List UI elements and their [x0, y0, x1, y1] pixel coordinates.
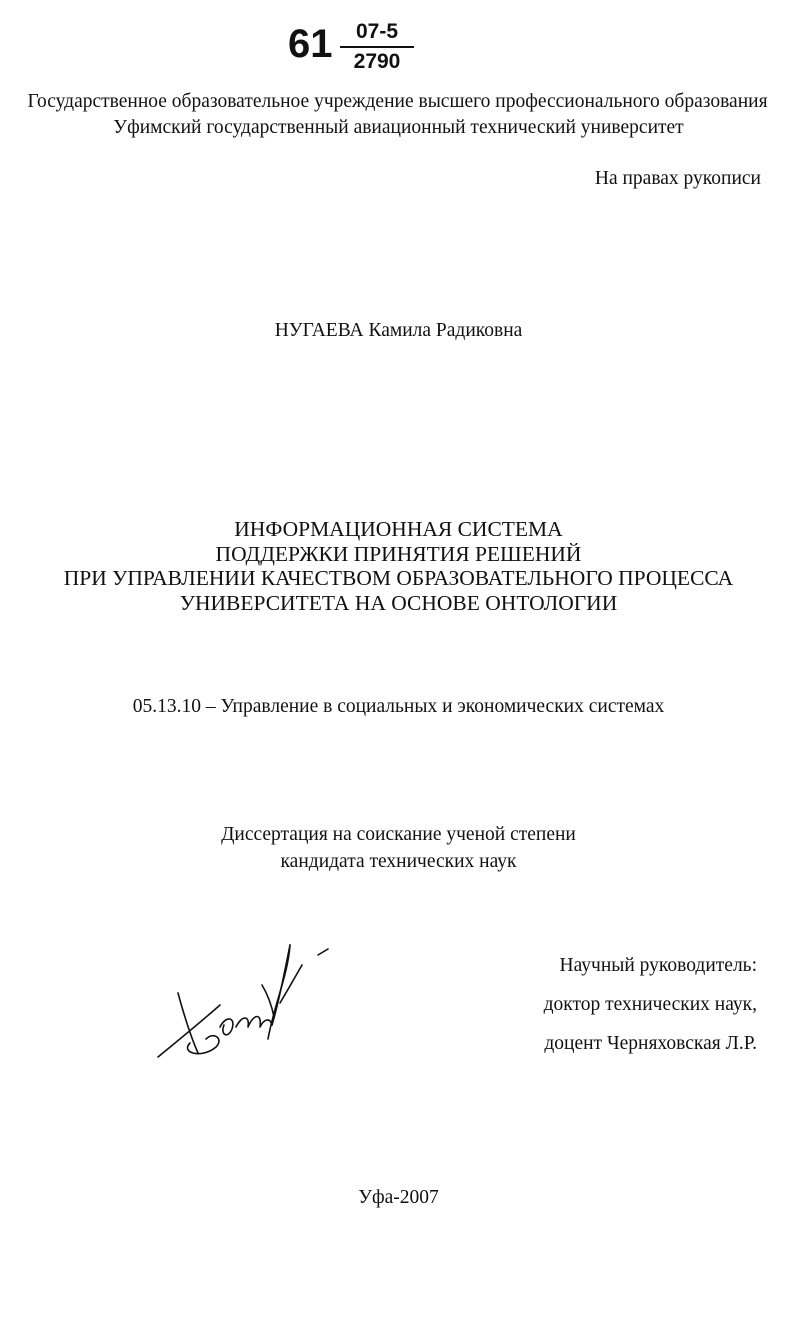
degree-line-2: кандидата технических наук [280, 851, 517, 872]
library-stamp-number: 61 [288, 22, 333, 66]
title-line: ИНФОРМАЦИОННАЯ СИСТЕМА [234, 517, 563, 541]
scientific-advisor [544, 946, 757, 1063]
organization-line-1: Государственное образовательное учреждение высшего профессионального образования [27, 91, 768, 112]
organization-line-2: Уфимский государственный авиационный технический университет [113, 117, 684, 138]
dissertation-title [0, 517, 797, 615]
signature-icon [150, 935, 340, 1065]
author-name: НУГАЕВА Камила Радиковна [274, 320, 523, 341]
degree-statement [0, 821, 797, 875]
advisor-name: доцент Черняховская Л.Р. [544, 1033, 757, 1054]
stamp-numerator: 07-5 [355, 20, 399, 43]
title-line: ПРИ УПРАВЛЕНИИ КАЧЕСТВОМ ОБРАЗОВАТЕЛЬНОГО ПРОЦЕССА [63, 566, 734, 591]
title-line: ПОДДЕРЖКИ ПРИНЯТИЯ РЕШЕНИЙ [215, 541, 582, 566]
city-year: Уфа-2007 [358, 1187, 439, 1208]
advisor-degree: доктор технических наук, [543, 994, 757, 1015]
title-line: УНИВЕРСИТЕТА НА ОСНОВЕ ОНТОЛОГИИ [179, 590, 618, 615]
specialty-code: 05.13.10 – Управление в социальных и экономических системах [132, 696, 665, 717]
advisor-label: Научный руководитель: [559, 955, 757, 976]
manuscript-note: На правах рукописи [594, 168, 761, 189]
library-stamp-fraction [340, 20, 414, 74]
stamp-fraction-bar [340, 46, 414, 48]
stamp-denominator: 2790 [353, 50, 401, 73]
degree-line-1: Диссертация на соискание ученой степени [221, 824, 576, 845]
